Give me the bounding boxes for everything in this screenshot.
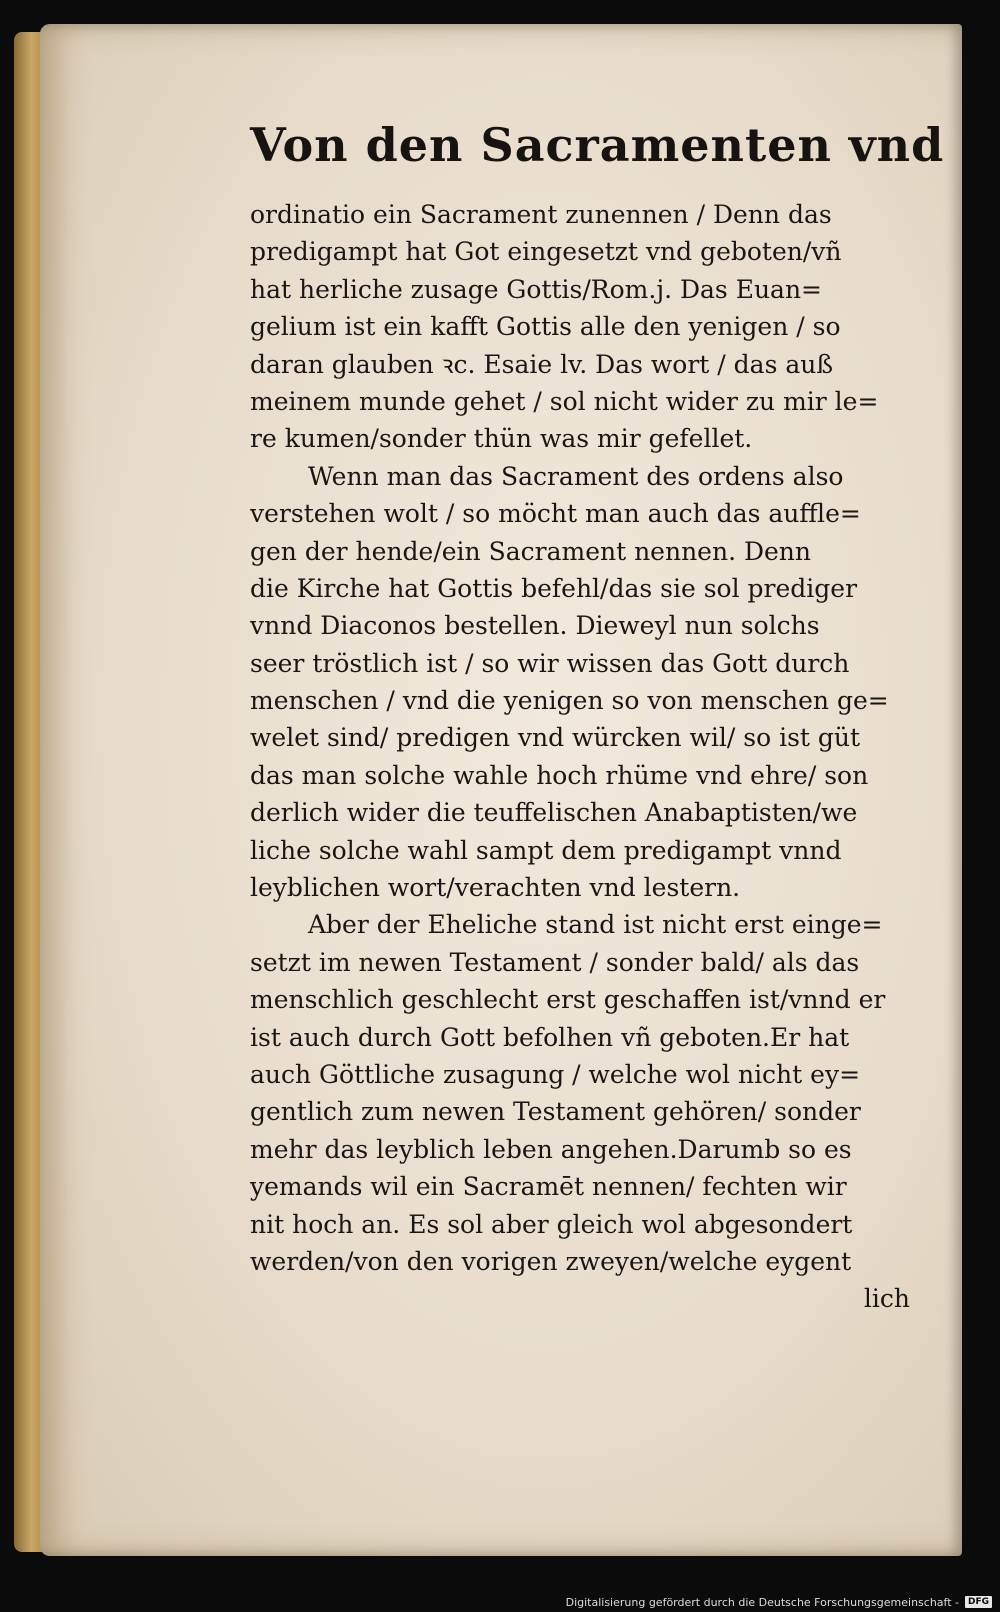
text-line: derlich wider die teuffelischen Anabaptisten/we bbox=[250, 798, 858, 828]
text-line: Wenn man das Sacrament des ordens also bbox=[308, 461, 844, 491]
text-line: re kumen/sonder thün was mir gefellet. bbox=[250, 424, 753, 454]
text-line: Aber der Eheliche stand ist nicht erst einge= bbox=[308, 910, 883, 940]
catchword: lich bbox=[863, 1284, 910, 1314]
text-line: liche solche wahl sampt dem predigampt vnnd bbox=[250, 835, 842, 865]
text-line: yemands wil ein Sacramēt nennen/ fechten wir bbox=[250, 1172, 847, 1202]
text-line: gen der hende/ein Sacrament nennen. Denn bbox=[250, 536, 812, 566]
text-line: die Kirche hat Gottis befehl/das sie sol prediger bbox=[250, 573, 858, 603]
text-line: auch Göttliche zusagung / welche wol nicht ey= bbox=[250, 1059, 861, 1089]
text-line: ordinatio ein Sacrament zunennen / Denn das bbox=[250, 200, 832, 229]
text-line: ist auch durch Gott befolhen vñ geboten.Er hat bbox=[250, 1022, 850, 1052]
text-line: hat herliche zusage Gottis/Rom.j. Das Euan= bbox=[250, 274, 822, 304]
text-line: menschlich geschlecht erst geschaffen ist/vnnd er bbox=[250, 985, 886, 1015]
text-line: nit hoch an. Es sol aber gleich wol abgesondert bbox=[250, 1209, 853, 1239]
text-line: das man solche wahle hoch rhüme vnd ehre/ son bbox=[250, 760, 869, 790]
text-line: gentlich zum newen Testament gehören/ sonder bbox=[250, 1097, 861, 1127]
text-line: predigampt hat Got eingesetzt vnd geboten/vñ bbox=[250, 237, 842, 267]
text-line: meinem munde gehet / sol nicht wider zu mir le= bbox=[250, 386, 879, 416]
footer-text: Digitalisierung gefördert durch die Deutsche Forschungsgemeinschaft - bbox=[565, 1595, 959, 1609]
text-line: vnnd Diaconos bestellen. Dieweyl nun solchs bbox=[250, 611, 820, 641]
text-line: mehr das leyblich leben angehen.Darumb so es bbox=[250, 1134, 852, 1164]
page-heading: Von den Sacramenten vnd bbox=[250, 118, 945, 172]
dfg-logo: DFG bbox=[965, 1596, 992, 1608]
text-line: gelium ist ein kafft Gottis alle den yenigen / so bbox=[250, 312, 841, 342]
text-block bbox=[250, 196, 940, 1318]
digitization-footer bbox=[566, 1594, 992, 1610]
text-line: welet sind/ predigen vnd würcken wil/ so ist güt bbox=[250, 723, 861, 753]
text-line: daran glauben ꝛc. Esaie lv. Das wort / das auß bbox=[250, 349, 834, 379]
text-line: leyblichen wort/verachten vnd lestern. bbox=[250, 873, 741, 903]
text-line: verstehen wolt / so möcht man auch das auffle= bbox=[250, 499, 861, 529]
text-line: seer tröstlich ist / so wir wissen das Gott durch bbox=[250, 648, 850, 678]
text-line: werden/von den vorigen zweyen/welche eygent bbox=[250, 1246, 852, 1276]
text-line: setzt im newen Testament / sonder bald/ als das bbox=[250, 947, 860, 977]
text-line: menschen / vnd die yenigen so von menschen ge= bbox=[250, 686, 889, 716]
